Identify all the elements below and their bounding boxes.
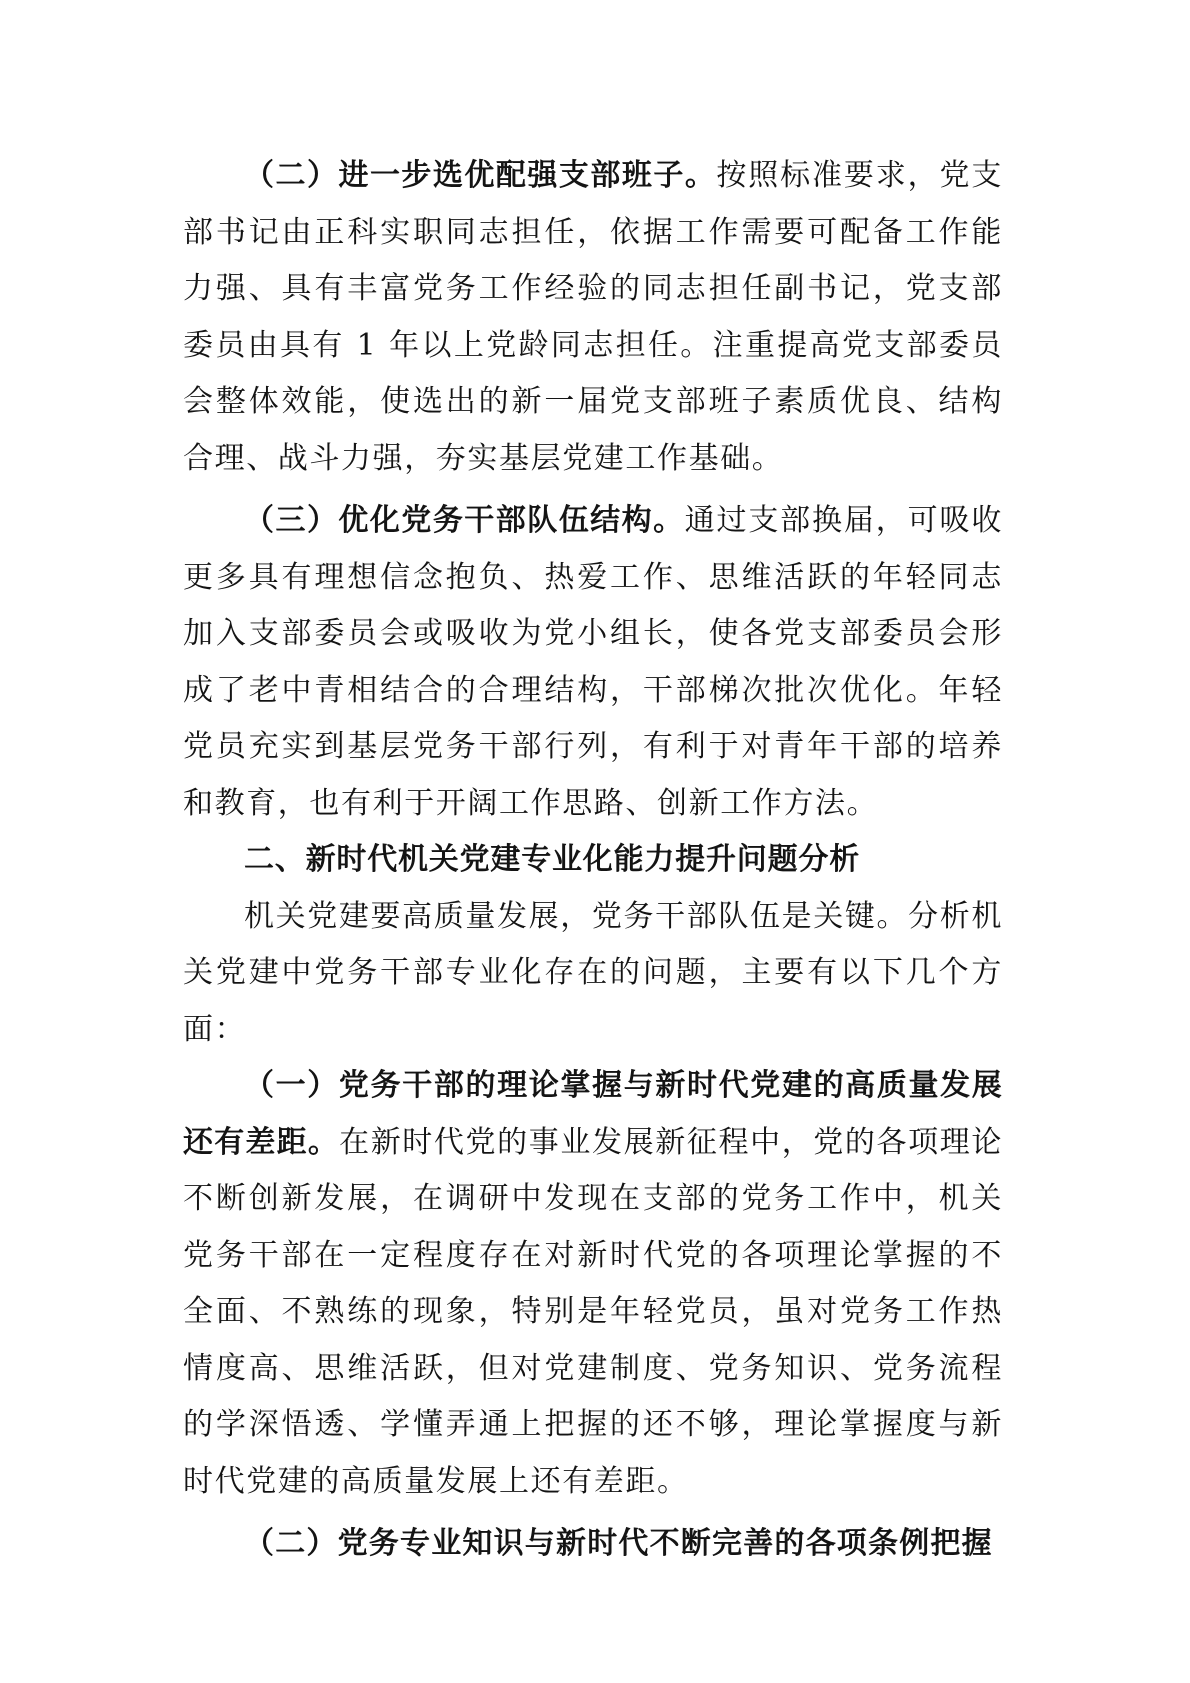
section-heading: 二、新时代机关党建专业化能力提升问题分析	[244, 842, 860, 877]
paragraph-lead: （二）进一步选优配强支部班子。	[244, 158, 717, 193]
paragraph-knowledge-gap	[183, 1516, 1003, 1573]
paragraph-lead: （三）优化党务干部队伍结构。	[244, 503, 685, 538]
paragraph-text: 在新时代党的事业发展新征程中，党的各项理论不断创新发展，在调研中发现在支部的党务工作中，机关党务干部在一定程度存在对新时代党的各项理论掌握的不全面、不熟练的现象，特别是年轻党员，虽对党务工作热情度高、思维活跃，但对党建制度、党务知识、党务流程的学深悟透、学懂弄通上把握的还不够，理论掌握度与新时代党建的高质量发展上还有差距。	[183, 1124, 1003, 1499]
section-intro: 机关党建要高质量发展，党务干部队伍是关键。分析机关党建中党务干部专业化存在的问题，主要有以下几个方面：	[183, 898, 1003, 1047]
paragraph-cadre-structure	[183, 493, 1003, 832]
paragraph-lead: （一）党务干部的理论掌握与新时代党建的高质量发展还有差距。	[183, 1068, 1003, 1160]
paragraph-theory-gap	[183, 1058, 1003, 1510]
document-body	[183, 148, 1003, 1573]
paragraph-lead: （二）党务专业知识与新时代不断完善的各项条例把握	[244, 1526, 993, 1561]
paragraph-text: 按照标准要求，党支部书记由正科实职同志担任，依据工作需要可配备工作能力强、具有丰富党务工作经验的同志担任副书记，党支部委员由具有 1 年以上党龄同志担任。注重提高党支部委员会整体效能，使选出的新一届党支部班子素质优良、结构合理、战斗力强，夯实基层党建工作基础。	[183, 158, 1004, 476]
paragraph-text: 通过支部换届，可吸收更多具有理想信念抱负、热爱工作、思维活跃的年轻同志加入支部委员会或吸收为党小组长，使各党支部委员会形成了老中青相结合的合理结构，干部梯次批次优化。年轻党员充实到基层党务干部行列，有利于对青年干部的培养和教育，也有利于开阔工作思路、创新工作方法。	[183, 503, 1003, 821]
paragraph-branch-team	[183, 148, 1003, 487]
